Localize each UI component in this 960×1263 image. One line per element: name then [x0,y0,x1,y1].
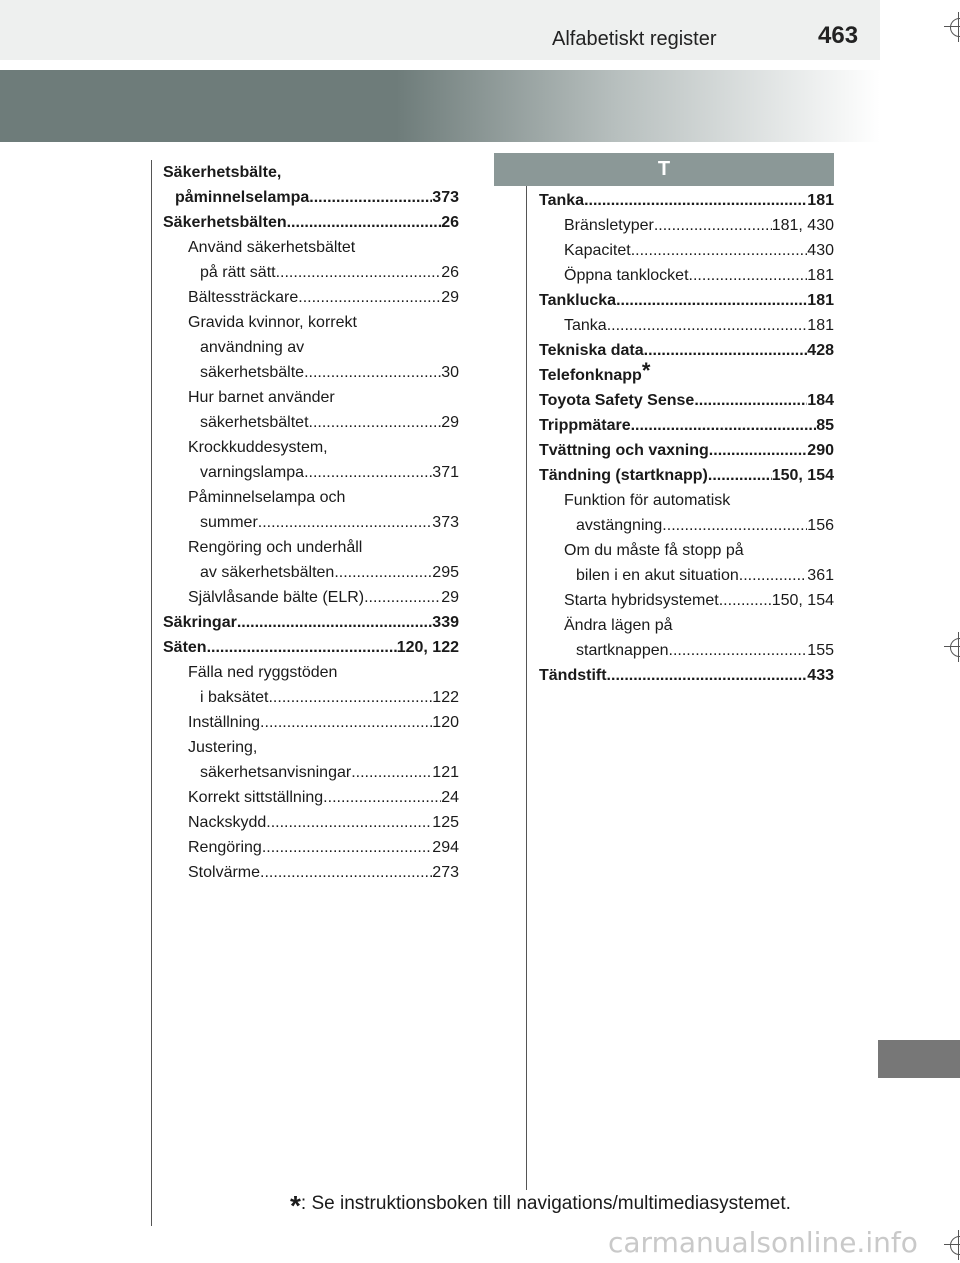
entry-label: Säten [163,639,207,656]
index-entry [163,710,459,735]
page-number: 463 [818,22,859,49]
dot-leader [607,663,808,688]
entry-label: säkerhetsbältet [200,414,309,431]
entry-page: 290 [807,442,834,459]
entry-page: 373 [432,514,459,531]
dot-leader [298,285,441,310]
index-entry [163,810,459,835]
entry-label: Säkerhetsbälte, [163,164,282,181]
entry-label: Gravida kvinnor, korrekt [188,314,357,331]
entry-page: 24 [441,789,459,806]
index-entry [163,660,459,685]
entry-label: Starta hybridsystemet [564,592,719,609]
index-entry [539,263,834,288]
entry-page: 184 [807,392,834,409]
entry-page: 120 [432,714,459,731]
index-entry [163,635,459,660]
registration-mark-icon [944,12,960,42]
dot-leader [739,563,808,588]
watermark: carmanualsonline.info [608,1226,918,1259]
entry-label: Inställning [188,714,261,731]
entry-page: 26 [441,264,459,281]
dot-leader [364,585,441,610]
entry-label: Öppna tanklocket [564,267,689,284]
chapter-tab [878,1040,960,1078]
entry-page: 339 [432,614,459,631]
entry-label: Nackskydd [188,814,267,831]
dot-leader [276,260,442,285]
entry-page: 29 [441,414,459,431]
entry-label: Telefonknapp [539,367,642,384]
dot-leader [260,860,432,885]
index-entry [163,335,459,360]
index-entry [539,563,834,588]
entry-label: startknappen [576,642,669,659]
index-entry [163,585,459,610]
index-entry [163,860,459,885]
entry-label: Funktion för automatisk [564,492,731,509]
index-entry [163,435,459,460]
dot-leader [669,638,808,663]
index-entry [163,310,459,335]
dot-leader [266,810,432,835]
dot-leader [309,185,432,210]
entry-page: 125 [432,814,459,831]
footnote-star: * [290,1190,301,1221]
index-entry [163,285,459,310]
index-entry [163,260,459,285]
index-entry [163,385,459,410]
entry-page: 181 [807,317,834,334]
entry-label: Fälla ned ryggstöden [188,664,338,681]
entry-label: varningslampa [200,464,305,481]
index-entry [163,235,459,260]
entry-page: 361 [807,567,834,584]
index-entry [539,213,834,238]
entry-page: 181 [807,292,834,309]
index-entry [163,410,459,435]
entry-page: 26 [441,214,459,231]
page-header [0,0,960,62]
dot-leader [304,360,441,385]
index-entry [163,360,459,385]
entry-page: 122 [432,689,459,706]
entry-label: Rengöring [188,839,262,856]
index-entry [539,538,834,563]
entry-page: 181 [807,192,834,209]
entry-label: på rätt sätt [200,264,276,281]
entry-page: 29 [441,589,459,606]
index-entry [163,460,459,485]
entry-page: 433 [807,667,834,684]
dot-leader [309,410,442,435]
index-entry [163,760,459,785]
dot-leader [616,288,807,313]
entry-label: Kapacitet [564,242,631,259]
dot-leader [631,238,808,263]
entry-page: 85 [816,417,834,434]
index-column-right [539,188,834,688]
dot-leader [708,463,772,488]
dot-leader [207,635,397,660]
entry-page: 371 [432,464,459,481]
entry-label: av säkerhetsbälten [200,564,335,581]
entry-page: 155 [807,642,834,659]
entry-label: Tanka [539,192,585,209]
entry-label: i baksätet [200,689,269,706]
dot-leader [262,835,432,860]
letter-header: T [494,153,834,186]
entry-label: Använd säkerhetsbältet [188,239,356,256]
dot-leader [654,213,772,238]
index-entry [539,313,834,338]
dot-leader [260,710,432,735]
entry-page: 150, 154 [771,467,834,484]
entry-page: 150, 154 [771,592,834,609]
entry-page: 273 [432,864,459,881]
entry-label: Korrekt sittställning [188,789,324,806]
entry-page: 295 [432,564,459,581]
index-entry [163,535,459,560]
column-divider [526,160,527,1190]
dot-leader [607,313,808,338]
dot-leader [644,338,808,363]
entry-label: Ändra lägen på [564,617,673,634]
entry-page: 430 [807,242,834,259]
index-entry [163,185,459,210]
entry-page: 30 [441,364,459,381]
entry-label: Tvättning och vaxning [539,442,709,459]
index-entry [539,288,834,313]
index-entry [539,638,834,663]
dot-leader [268,685,432,710]
dot-leader [323,785,441,810]
registration-mark-icon [944,1230,960,1260]
entry-page: 294 [432,839,459,856]
entry-label: Tekniska data [539,342,644,359]
dot-leader [584,188,807,213]
dot-leader [719,588,772,613]
entry-label: Hur barnet använder [188,389,335,406]
entry-label: Stolvärme [188,864,261,881]
entry-page: 29 [441,289,459,306]
entry-label: summer [200,514,258,531]
index-entry [539,238,834,263]
index-column-left [163,160,459,885]
entry-label: Tanklucka [539,292,617,309]
index-entry [539,438,834,463]
index-entry [539,488,834,513]
dot-leader [334,560,432,585]
entry-label: Bältessträckare [188,289,299,306]
dot-leader [631,413,817,438]
index-entry [163,210,459,235]
entry-page: 121 [432,764,459,781]
index-entry [539,358,834,388]
index-entry [539,338,834,363]
dot-leader [287,210,442,235]
index-entry [163,560,459,585]
entry-label: Säkringar [163,614,237,631]
entry-label: säkerhetsanvisningar [200,764,352,781]
index-entry [163,685,459,710]
entry-label: Tändning (startknapp) [539,467,708,484]
dot-leader [709,438,808,463]
dot-leader [689,263,808,288]
index-entry [163,835,459,860]
dot-leader [694,388,807,413]
entry-label: Toyota Safety Sense [539,392,695,409]
entry-label: användning av [200,339,305,356]
index-entry [163,785,459,810]
entry-label: Justering, [188,739,258,756]
index-entry [163,610,459,635]
entry-label: avstängning [576,517,663,534]
footnote-text: : Se instruktionsboken till navigations/multimediasystemet. [300,1193,791,1214]
index-entry [163,735,459,760]
entry-page: 181, 430 [771,217,834,234]
entry-label: Om du måste få stopp på [564,542,744,559]
entry-label: Krockkuddesystem, [188,439,328,456]
entry-label: Tändstift [539,667,607,684]
entry-label: säkerhetsbälte [200,364,305,381]
index-entry [539,413,834,438]
entry-label: Påminnelselampa och [188,489,346,506]
index-entry [539,663,834,688]
dot-leader [304,460,432,485]
index-entry [539,188,834,213]
index-entry [539,513,834,538]
index-entry [539,588,834,613]
entry-page: 120, 122 [396,639,459,656]
index-entry [539,463,834,488]
header-strip [0,0,880,60]
entry-page: 428 [807,342,834,359]
dot-leader [351,760,432,785]
entry-label: bilen i en akut situation [576,567,739,584]
entry-label: påminnelselampa [175,189,310,206]
footnote [290,1190,791,1222]
index-entry [539,388,834,413]
index-entry [539,613,834,638]
entry-label: Säkerhetsbälten [163,214,287,231]
section-title: Alfabetiskt register [552,28,717,50]
index-entry [163,160,459,185]
entry-label: Bränsletyper [564,217,654,234]
entry-page: 181 [807,267,834,284]
dot-leader [662,513,807,538]
left-margin-rule [151,160,152,1226]
entry-label: Tanka [564,317,607,334]
entry-label: Trippmätare [539,417,631,434]
entry-page: 373 [432,189,459,206]
dot-leader [237,610,432,635]
index-entry [163,485,459,510]
entry-page: 156 [807,517,834,534]
header-banner [0,70,880,142]
dot-leader [258,510,433,535]
footnote-marker: * [641,358,651,383]
registration-mark-icon [944,632,960,662]
index-entry [163,510,459,535]
entry-label: Självlåsande bälte (ELR) [188,589,365,606]
entry-label: Rengöring och underhåll [188,539,363,556]
